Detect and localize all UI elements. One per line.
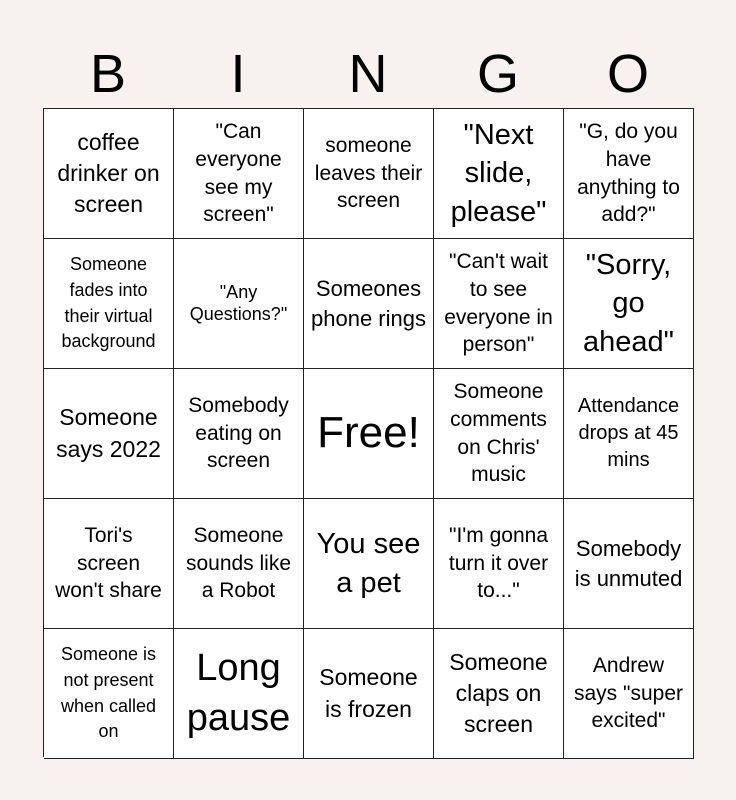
bingo-cell-r2-c3[interactable]: Someones phone rings: [304, 239, 434, 369]
bingo-cell-r3-c1[interactable]: Someone says 2022: [44, 369, 174, 499]
bingo-cell-r3-c4[interactable]: Someone comments on Chris' music: [434, 369, 564, 499]
bingo-cell-r2-c5[interactable]: "Sorry, go ahead": [564, 239, 694, 369]
bingo-cell-r4-c5[interactable]: Somebody is unmuted: [564, 499, 694, 629]
bingo-cell-r2-c4[interactable]: "Can't wait to see everyone in person": [434, 239, 564, 369]
bingo-cell-r3-c2[interactable]: Somebody eating on screen: [174, 369, 304, 499]
bingo-cell-r4-c2[interactable]: Someone sounds like a Robot: [174, 499, 304, 629]
bingo-board: [43, 108, 694, 757]
bingo-cell-r1-c2[interactable]: "Can everyone see my screen": [174, 109, 304, 239]
bingo-cell-r1-c3[interactable]: someone leaves their screen: [304, 109, 434, 239]
bingo-cell-r1-c4[interactable]: "Next slide, please": [434, 109, 564, 239]
header-letter-b: B: [89, 44, 127, 104]
header-letter-i: I: [230, 44, 246, 104]
bingo-header: [43, 36, 693, 108]
bingo-cell-r3-c5[interactable]: Attendance drops at 45 mins: [564, 369, 694, 499]
bingo-cell-r1-c5[interactable]: "G, do you have anything to add?": [564, 109, 694, 239]
bingo-cell-r2-c1[interactable]: Someone fades into their virtual background: [44, 239, 174, 369]
bingo-cell-r4-c4[interactable]: "I'm gonna turn it over to...": [434, 499, 564, 629]
bingo-cell-r2-c2[interactable]: "Any Questions?": [174, 239, 304, 369]
bingo-cell-r5-c5[interactable]: Andrew says "super excited": [564, 629, 694, 759]
bingo-cell-r4-c3[interactable]: You see a pet: [304, 499, 434, 629]
header-letter-g: G: [476, 44, 519, 104]
header-letter-o: O: [606, 44, 649, 104]
bingo-cell-free[interactable]: Free!: [304, 369, 434, 499]
bingo-cell-r5-c1[interactable]: Someone is not present when called on: [44, 629, 174, 759]
bingo-cell-r4-c1[interactable]: Tori's screen won't share: [44, 499, 174, 629]
header-letter-n: N: [348, 44, 388, 104]
bingo-cell-r5-c2[interactable]: Long pause: [174, 629, 304, 759]
bingo-cell-r5-c4[interactable]: Someone claps on screen: [434, 629, 564, 759]
bingo-cell-r1-c1[interactable]: coffee drinker on screen: [44, 109, 174, 239]
bingo-cell-r5-c3[interactable]: Someone is frozen: [304, 629, 434, 759]
